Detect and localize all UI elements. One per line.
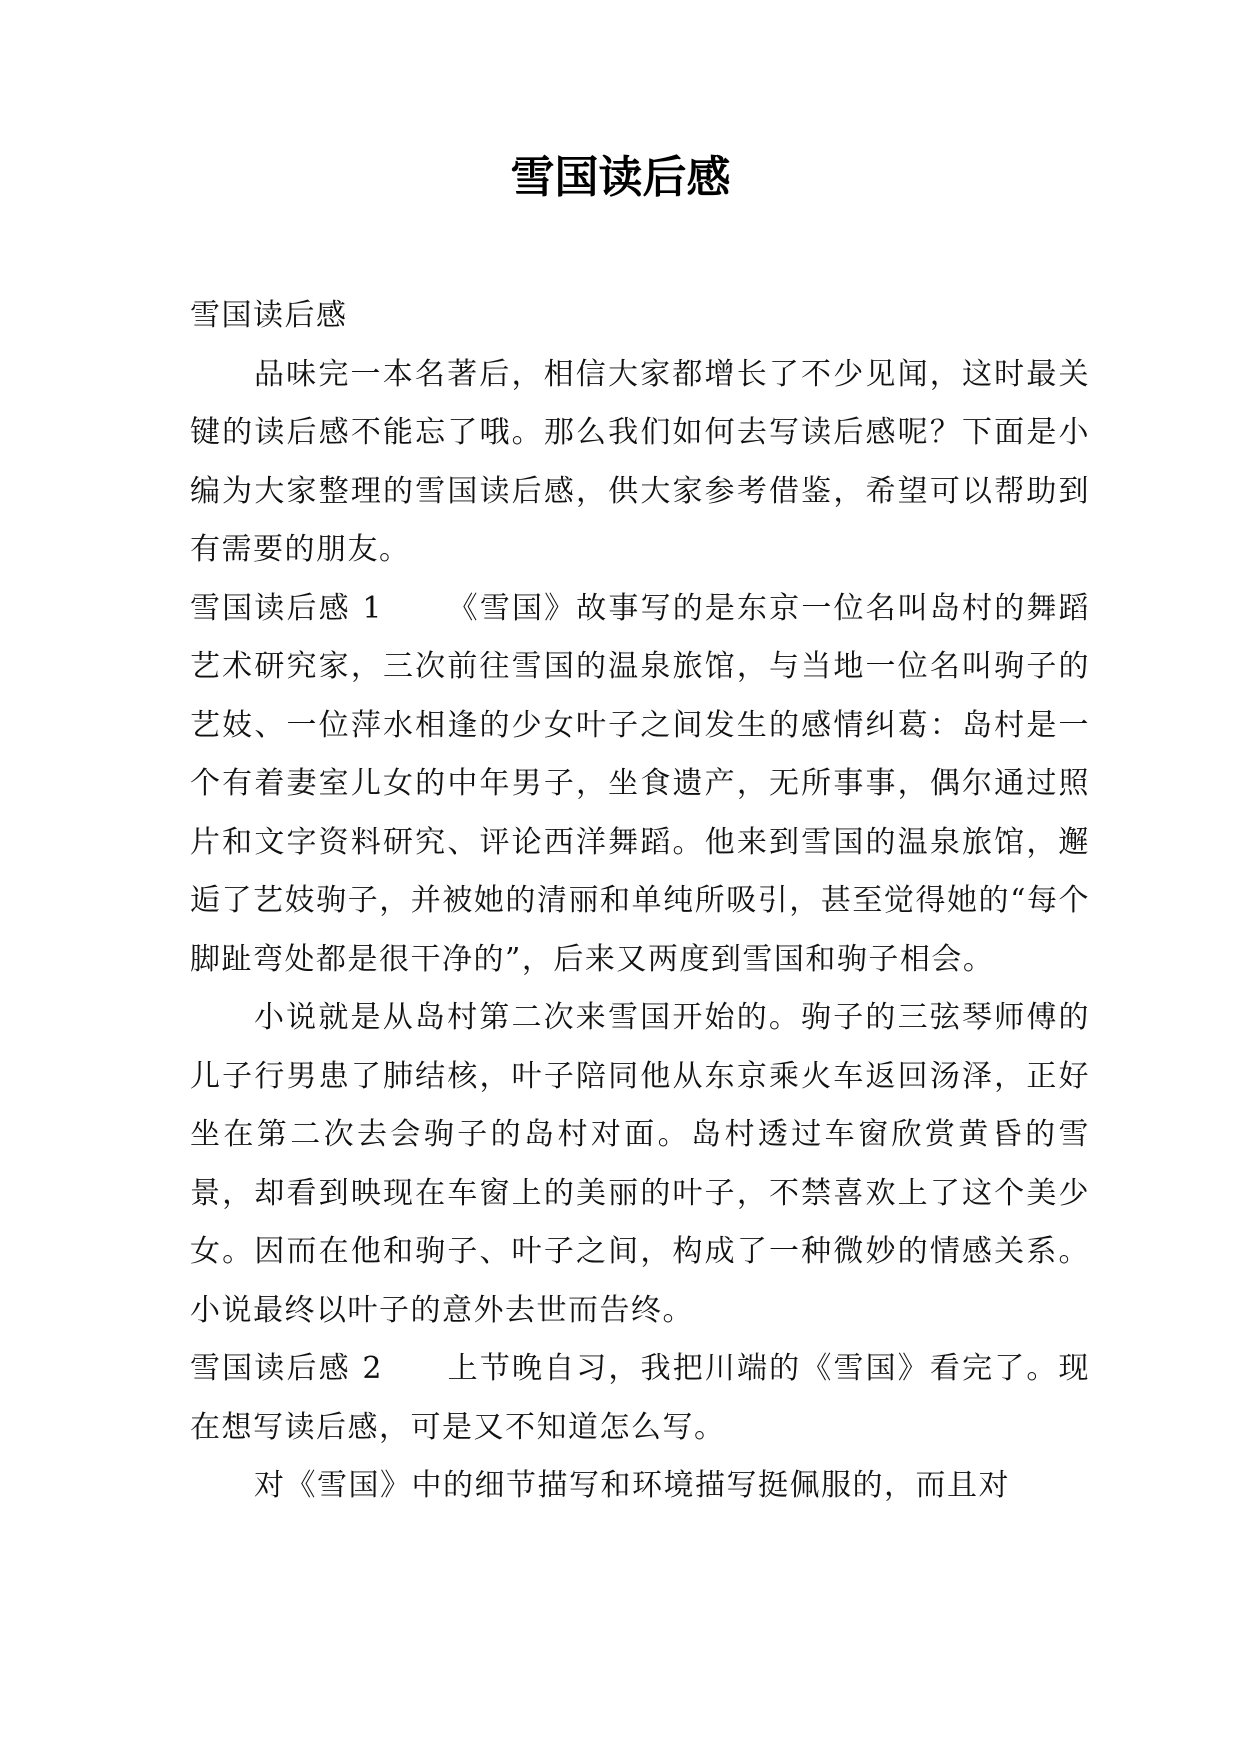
section-1-paragraph-2: 小说就是从岛村第二次来雪国开始的。驹子的三弦琴师傅的儿子行男患了肺结核，叶子陪同他从东京乘火车返回汤泽，正好坐在第二次去会驹子的岛村对面。岛村透过车窗欣赏黄昏的雪景，却看到映现在车窗上的美丽的叶子，不禁喜欢上了这个美少女。因而在他和驹子、叶子之间，构成了一种微妙的情感关系。小说最终以叶子的意外去世而告终。 [190, 1000, 1090, 1328]
document-body [190, 287, 1090, 1516]
section-2-text: 上节晚自习，我把川端的《雪国》看完了。现在想写读后感，可是又不知道怎么写。 [190, 1351, 1091, 1445]
document-title: 雪国读后感 [510, 152, 731, 203]
document-subtitle: 雪国读后感 [190, 298, 348, 333]
section-1-text: 《雪国》故事写的是东京一位名叫岛村的舞蹈艺术研究家，三次前往雪国的温泉旅馆，与当地一位名叫驹子的艺妓、一位萍水相逢的少女叶子之间发生的感情纠葛：岛村是一个有着妻室儿女的中年男子，坐食遗产，无所事事，偶尔通过照片和文字资料研究、评论西洋舞蹈。他来到雪国的温泉旅馆，邂逅了艺妓驹子，并被她的清丽和单纯所吸引，甚至觉得她的“每个脚趾弯处都是很干净的”，后来又两度到雪国和驹子相会。 [190, 590, 1091, 977]
section-1-heading: 雪国读后感 1 [190, 590, 384, 626]
section-2-paragraph-2: 对《雪国》中的细节描写和环境描写挺佩服的，而且对 [254, 1468, 1010, 1503]
section-2-paragraph [190, 1340, 1090, 1457]
intro-paragraph: 品味完一本名著后，相信大家都增长了不少见闻，这时最关键的读后感不能忘了哦。那么我们如何去写读后感呢？下面是小编为大家整理的雪国读后感，供大家参考借鉴，希望可以帮助到有需要的朋友。 [190, 356, 1090, 567]
section-1-paragraph [190, 580, 1090, 990]
section-2-heading: 雪国读后感 2 [190, 1351, 384, 1386]
